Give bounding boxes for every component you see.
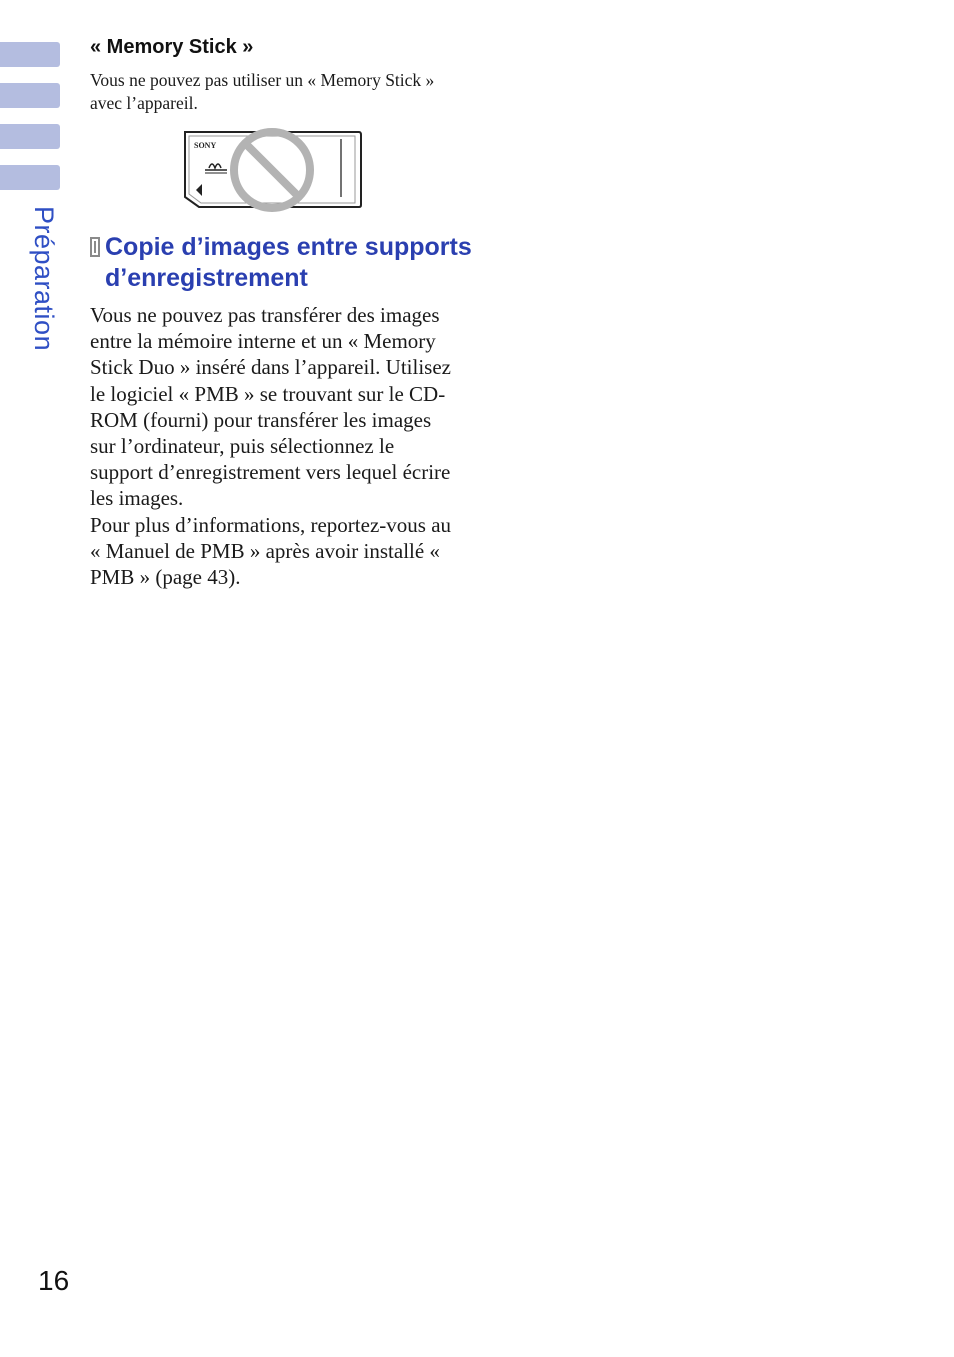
- chapter-tab[interactable]: [0, 83, 60, 108]
- body-paragraph: Pour plus d’informations, reportez-vous au « Manuel de PMB » après avoir installé « PMB » (page 43).: [90, 512, 452, 590]
- page-number: 16: [38, 1265, 70, 1296]
- body-paragraph: Vous ne pouvez pas transférer des images entre la mémoire interne et un « Memory Stick Duo » inséré dans l’appareil. Utilisez le logiciel « PMB » se trouvant sur le CD-ROM (fourni) pour transférer les images sur l’ordinateur, puis sélectionnez le support d’enregistrement vers lequel écrire les images.: [90, 303, 451, 511]
- memory-stick-block: [90, 36, 470, 115]
- copy-section-title: Copie d’images entre supports d’enregistrement: [105, 233, 472, 292]
- memory-stick-note: Vous ne pouvez pas utiliser un « Memory Stick » avec l’appareil.: [90, 70, 435, 113]
- copy-section-body: [90, 302, 462, 590]
- heading-marker-icon: [90, 237, 100, 257]
- brand-logo: SONY: [194, 141, 217, 150]
- chapter-tabs: [0, 42, 60, 206]
- copy-section-heading: [90, 232, 490, 294]
- chapter-tab[interactable]: [0, 124, 60, 149]
- chapter-tab[interactable]: [0, 42, 60, 67]
- memory-stick-heading: « Memory Stick »: [90, 36, 254, 58]
- memory-stick-illustration: [183, 127, 365, 215]
- section-label: Préparation: [29, 206, 59, 352]
- chapter-tab[interactable]: [0, 165, 60, 190]
